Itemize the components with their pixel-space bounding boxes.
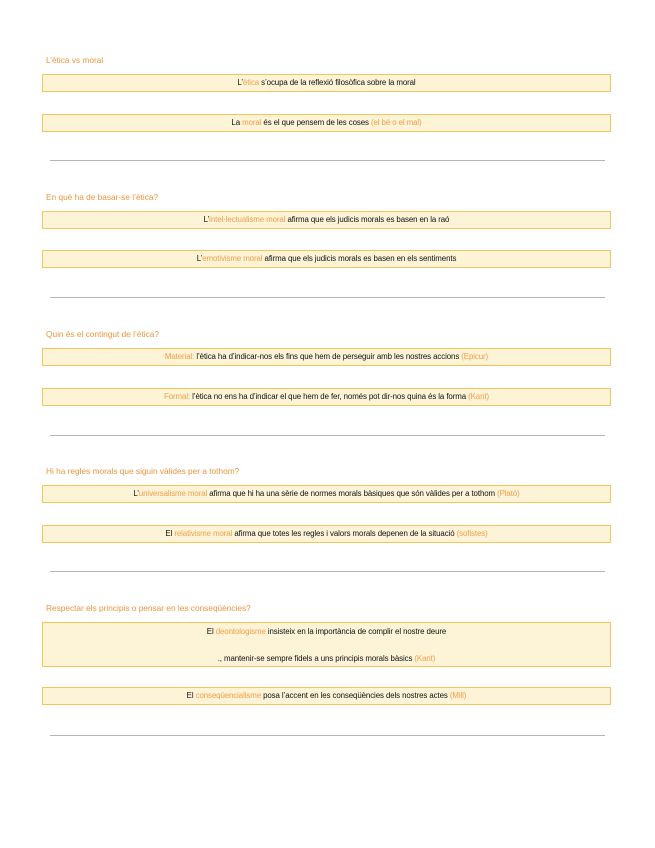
- highlight-note: (Mill): [449, 691, 467, 700]
- statement-text: l’ètica no ens ha d’indicar el que hem de fer, només pot dir-nos quina és la forma: [190, 392, 469, 401]
- section-divider: [50, 435, 605, 436]
- statement-box: [42, 211, 611, 229]
- highlight-term: relativisme moral: [174, 529, 233, 538]
- statement-box: [42, 388, 611, 406]
- statement-text: afirma que totes les regles i valors morals depenen de la situació: [232, 529, 457, 538]
- section-divider: [50, 160, 605, 161]
- statement-text: El: [165, 529, 175, 538]
- statement-text: L’: [133, 489, 139, 498]
- statement-box: [42, 348, 611, 366]
- statement-text: ., mantenir-se sempre fidels a uns principis morals bàsics: [217, 654, 415, 663]
- statement-text: insisteix en la importància de complir el nostre deure: [265, 627, 447, 636]
- statement-box: [42, 74, 611, 92]
- statement-text: El: [206, 627, 216, 636]
- statement-box: [42, 687, 611, 705]
- highlight-term: emotivisme moral: [202, 254, 263, 263]
- statement-line: [43, 626, 610, 638]
- statement-text: El: [186, 691, 196, 700]
- highlight-note: (Plató): [497, 489, 520, 498]
- section-heading: Respectar els principis o pensar en les conseqüències?: [46, 603, 251, 613]
- highlight-note: (el bé o el mal): [370, 118, 422, 127]
- statement-box: [42, 114, 611, 132]
- highlight-term: Formal:: [164, 392, 191, 401]
- highlight-term: Material:: [164, 352, 195, 361]
- statement-box: [42, 485, 611, 503]
- section-divider: [50, 735, 605, 736]
- statement-box: [42, 525, 611, 543]
- statement-text: afirma que els judicis morals es basen en la raó: [285, 215, 450, 224]
- statement-text: L’: [196, 254, 203, 263]
- statement-text: La: [231, 118, 243, 127]
- highlight-term: deontologisme: [215, 627, 266, 636]
- statement-line: [43, 653, 610, 665]
- highlight-term: moral: [242, 118, 262, 127]
- highlight-term: universalisme moral: [138, 489, 208, 498]
- section-heading: En què ha de basar-se l’ètica?: [46, 192, 159, 202]
- statement-text: L’: [237, 78, 243, 87]
- section-heading: L’ètica vs moral: [46, 55, 104, 65]
- statement-box: [42, 250, 611, 268]
- highlight-note: (sofistes): [456, 529, 488, 538]
- section-heading: Quin és el contingut de l’ètica?: [46, 329, 160, 339]
- statement-text: L’: [203, 215, 210, 224]
- highlight-term: ètica: [242, 78, 260, 87]
- statement-text: posa l’accent en les conseqüències dels nostres actes: [261, 691, 450, 700]
- highlight-note: (Kant): [468, 392, 489, 401]
- statement-box: [42, 622, 611, 667]
- statement-text: afirma que hi ha una sèrie de normes morals bàsiques que són vàlides per a tothom: [207, 489, 498, 498]
- statement-text: s’ocupa de la reflexió filosòfica sobre la moral: [259, 78, 416, 87]
- highlight-term: conseqüencialisme: [195, 691, 262, 700]
- section-divider: [50, 297, 605, 298]
- section-heading: Hi ha regles morals que siguin vàlides per a tothom?: [46, 466, 240, 476]
- highlight-note: (Epicur): [461, 352, 489, 361]
- highlight-term: intel·lectualisme moral: [209, 215, 286, 224]
- statement-text: és el que pensem de les coses: [261, 118, 371, 127]
- section-divider: [50, 571, 605, 572]
- statement-text: l’ètica ha d’indicar-nos els fins que hem de perseguir amb les nostres accions: [194, 352, 462, 361]
- statement-text: afirma que els judicis morals es basen en els sentiments: [262, 254, 457, 263]
- highlight-note: (Kant): [414, 654, 436, 663]
